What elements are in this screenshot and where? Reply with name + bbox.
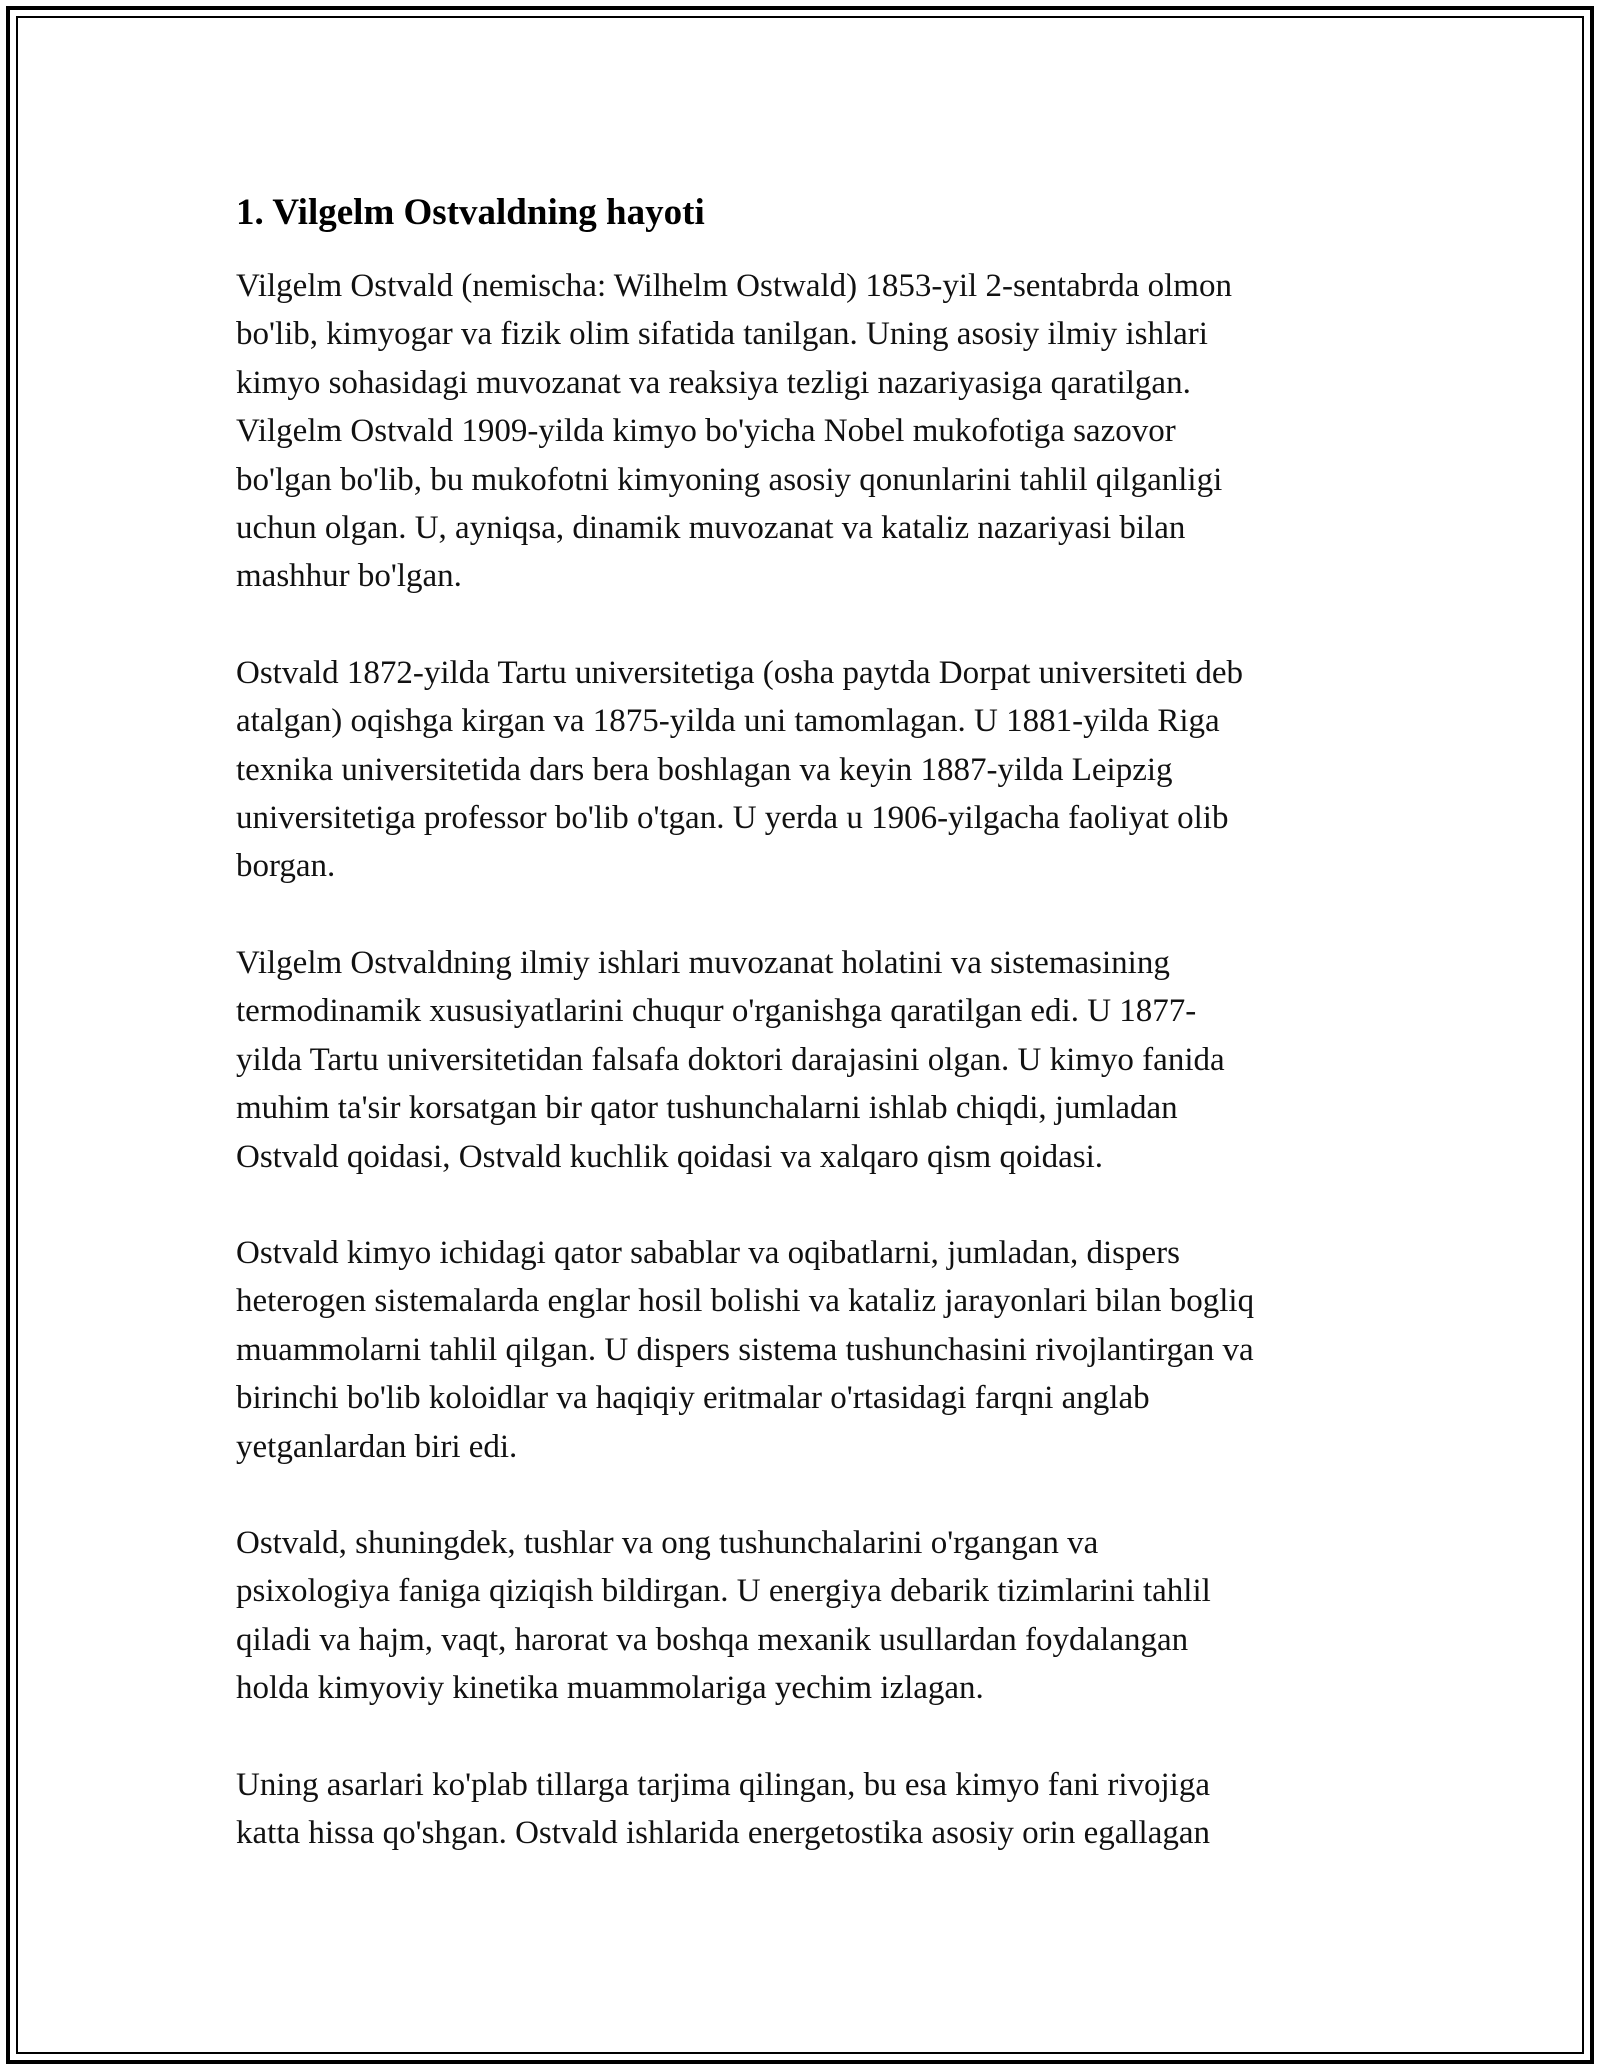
text-line: uchun olgan. U, ayniqsa, dinamik muvozanat va kataliz nazariyasi bilan [236, 510, 1186, 547]
text-line: Ostvald qoidasi, Ostvald kuchlik qoidasi va xalqaro qism qoidasi. [236, 1138, 1104, 1175]
text-line: Ostvald kimyo ichidagi qator sabablar va oqibatlarni, jumladan, dispers [236, 1234, 1180, 1271]
text-line: bo'lib, kimyogar va fizik olim sifatida tanilgan. Uning asosiy ilmiy ishlari [236, 316, 1208, 353]
text-line: holda kimyoviy kinetika muammolariga yechim izlagan. [236, 1670, 984, 1707]
section-heading: 1. Vilgelm Ostvaldning hayoti [236, 192, 705, 233]
paragraph-3 [236, 939, 1376, 1181]
text-line: muammolarni tahlil qilgan. U dispers sistema tushunchasini rivojlantirgan va [236, 1331, 1254, 1368]
text-line: birinchi bo'lib koloidlar va haqiqiy eritmalar o'rtasidagi farqni anglab [236, 1380, 1150, 1417]
text-line: Vilgelm Ostvaldning ilmiy ishlari muvozanat holatini va sistemasining [236, 944, 1170, 981]
paragraph-6 [236, 1761, 1376, 1858]
text-line: Uning asarlari ko'plab tillarga tarjima qilingan, bu esa kimyo fani rivojiga [236, 1766, 1210, 1803]
text-line: borgan. [236, 848, 336, 885]
text-line: Vilgelm Ostvald (nemischa: Wilhelm Ostwald) 1853-yil 2-sentabrda olmon [236, 268, 1232, 304]
text-line: bo'lgan bo'lib, bu mukofotni kimyoning asosiy qonunlarini tahlil qilganligi [236, 461, 1223, 498]
text-line: yilda Tartu universitetidan falsafa doktori darajasini olgan. U kimyo fanida [236, 1041, 1225, 1078]
paragraph-4 [236, 1229, 1376, 1471]
text-line: heterogen sistemalarda englar hosil bolishi va kataliz jarayonlari bilan bogliq [236, 1283, 1255, 1320]
text-line: texnika universitetida dars bera boshlagan va keyin 1887-yilda Leipzig [236, 751, 1173, 788]
text-line: muhim ta'sir korsatgan bir qator tushunchalarni ishlab chiqdi, jumladan [236, 1090, 1178, 1127]
text-line: psixologiya faniga qiziqish bildirgan. U energiya debarik tizimlarini tahlil [236, 1573, 1211, 1610]
text-line: Ostvald 1872-yilda Tartu universitetiga (osha paytda Dorpat universiteti deb [236, 654, 1243, 691]
text-line: Vilgelm Ostvald 1909-yilda kimyo bo'yicha Nobel mukofotiga sazovor [236, 413, 1176, 450]
text-line: yetganlardan biri edi. [236, 1428, 518, 1465]
text-line: mashhur bo'lgan. [236, 558, 462, 595]
paragraph-1 [236, 262, 1376, 601]
text-line: Ostvald, shuningdek, tushlar va ong tushunchalarini o'rgangan va [236, 1524, 1099, 1561]
text-line: atalgan) oqishga kirgan va 1875-yilda uni tamomlagan. U 1881-yilda Riga [236, 703, 1220, 740]
paragraph-5 [236, 1519, 1376, 1713]
text-line: katta hissa qo'shgan. Ostvald ishlarida energetostika asosiy orin egallagan [236, 1814, 1211, 1851]
text-line: qiladi va hajm, vaqt, harorat va boshqa mexanik usullardan foydalangan [236, 1621, 1189, 1658]
text-line: kimyo sohasidagi muvozanat va reaksiya tezligi nazariyasiga qaratilgan. [236, 364, 1191, 401]
text-line: universitetiga professor bo'lib o'tgan. U yerda u 1906-yilgacha faoliyat olib [236, 800, 1229, 837]
document-body [236, 188, 1376, 1905]
text-line: termodinamik xususiyatlarini chuqur o'rganishga qaratilgan edi. U 1877- [236, 993, 1197, 1030]
paragraph-2 [236, 649, 1376, 891]
